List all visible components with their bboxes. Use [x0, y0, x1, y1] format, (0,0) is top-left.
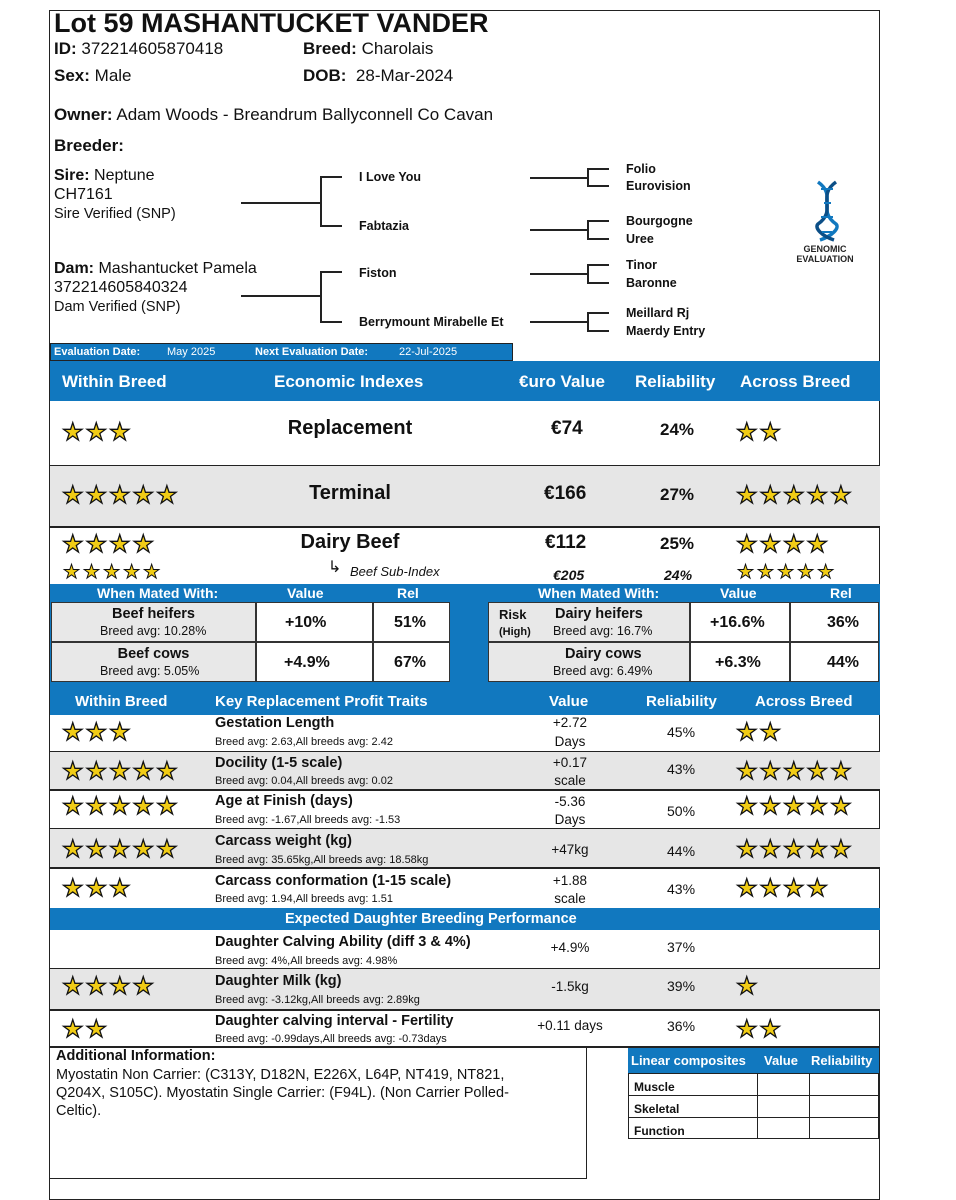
dna-icon [812, 180, 842, 242]
pedigree-dam-sire: Fiston [359, 266, 397, 280]
pedigree-sire-dam: Fabtazia [359, 219, 410, 233]
linear-muscle: Muscle [634, 1080, 675, 1094]
traits-header: Within Breed Key Replacement Profit Traits Value Reliability Across Breed [50, 687, 880, 715]
index-row-terminal: ★★★★★ Terminal €166 27% ★★★★★ [50, 466, 880, 526]
daughter-row-calving-ability: Daughter Calving Ability (diff 3 & 4%) Breed avg: 4%,All breeds avg: 4.98% +4.9% 37% [215, 934, 696, 967]
index-row-dairy-beef: ★★★★ Dairy Beef €112 25% ★★★★ ★★★★★ ↳ Beef Sub-Index €205 24% ★★★★★ [62, 531, 838, 583]
trait-row-docility: ★★★★★ Docility (1-5 scale) Breed avg: 0.04,All breeds avg: 0.02 +0.17 scale 43% ★★★★★ [50, 752, 880, 789]
pedigree-dam-dam: Berrymount Mirabelle Et [359, 315, 504, 329]
linear-composites-table: Linear composites Value Reliability Muscle Skeletal Function [628, 1048, 879, 1141]
pedigree-g3-1: Folio [626, 162, 656, 176]
mated-header: When Mated With: Value Rel When Mated With: Value Rel [97, 585, 852, 601]
pedigree-g3-6: Baronne [626, 276, 677, 290]
sire-block: Sire: Neptune CH7161 Sire Verified (SNP) [54, 167, 176, 222]
animal-sex: Sex: Male [54, 66, 132, 85]
lot-title: Lot 59 MASHANTUCKET VANDER [54, 8, 489, 38]
owner: Owner: Adam Woods - Breandrum Ballyconnell Co Cavan [54, 105, 494, 124]
indexes-header: Within Breed Economic Indexes €uro Value Reliability Across Breed [50, 361, 880, 401]
pedigree-g3-8: Maerdy Entry [626, 324, 706, 338]
pedigree-g3-2: Eurovision [626, 179, 691, 193]
trait-row-carcass-conformation: ★★★ Carcass conformation (1-15 scale) Breed avg: 1.94,All breeds avg: 1.51 +1.88 scale 43% ★★★★ [62, 873, 831, 906]
pedigree-g3-5: Tinor [626, 258, 658, 272]
trait-row-gestation: ★★★ Gestation Length Breed avg: 2.63,All breeds avg: 2.42 +2.72 Days 45% ★★ [62, 715, 784, 749]
linear-function: Function [634, 1124, 685, 1138]
index-row-replacement: ★★★ Replacement €74 24% ★★ [62, 417, 784, 446]
animal-dob: DOB: 28-Mar-2024 [303, 66, 454, 85]
breeder-label: Breeder: [54, 136, 124, 155]
daughter-header: Expected Daughter Breeding Performance [50, 908, 880, 930]
dam-block: Dam: Mashantucket Pamela 372214605840324 Dam Verified (SNP) [54, 260, 257, 315]
genomic-logo: GENOMIC EVALUATION [780, 180, 870, 270]
linear-skeletal: Skeletal [634, 1102, 680, 1116]
mated-beef-cows: Beef cows Breed avg: 5.05% [51, 642, 256, 682]
mated-dairy-heifers: Risk (High) Dairy heifers Breed avg: 16.7% [488, 602, 690, 642]
mated-dairy-cows: Dairy cows Breed avg: 6.49% [488, 642, 690, 682]
trait-row-age-finish: ★★★★★ Age at Finish (days) Breed avg: -1.67,All breeds avg: -1.53 -5.36 Days 50% ★★★★★ [62, 793, 854, 827]
daughter-row-milk: ★★★★ Daughter Milk (kg) Breed avg: -3.12kg,All breeds avg: 2.89kg -1.5kg 39% ★ [50, 969, 880, 1009]
daughter-row-calving-interval: ★★ Daughter calving interval - Fertility Breed avg: -0.99days,All breeds avg: -0.73days +0.11 days 36% ★★ [62, 1013, 784, 1045]
pedigree-g3-4: Uree [626, 232, 654, 246]
pedigree-sire-sire: I Love You [359, 170, 422, 184]
pedigree-g3-7: Meillard Rj [626, 306, 690, 320]
animal-id: ID: 372214605870418 [54, 39, 224, 58]
pedigree-g3-3: Bourgogne [626, 214, 693, 228]
trait-row-carcass-weight: ★★★★★ Carcass weight (kg) Breed avg: 35.65kg,All breeds avg: 18.58kg +47kg 44% ★★★★★ [50, 829, 880, 867]
mated-beef-heifers: Beef heifers Breed avg: 10.28% [51, 602, 256, 642]
evaluation-date-bar: Evaluation Date: May 2025 Next Evaluation Date: 22-Jul-2025 [50, 343, 513, 361]
animal-breed: Breed: Charolais [303, 39, 434, 58]
additional-info-box: Additional Information: Myostatin Non Carrier: (C313Y, D182N, E226X, L64P, NT419, NT821, Q204X, S105C). Myostatin Single Carrier: (F94L). (Non Carrier Polled-Celtic). [50, 1046, 587, 1179]
